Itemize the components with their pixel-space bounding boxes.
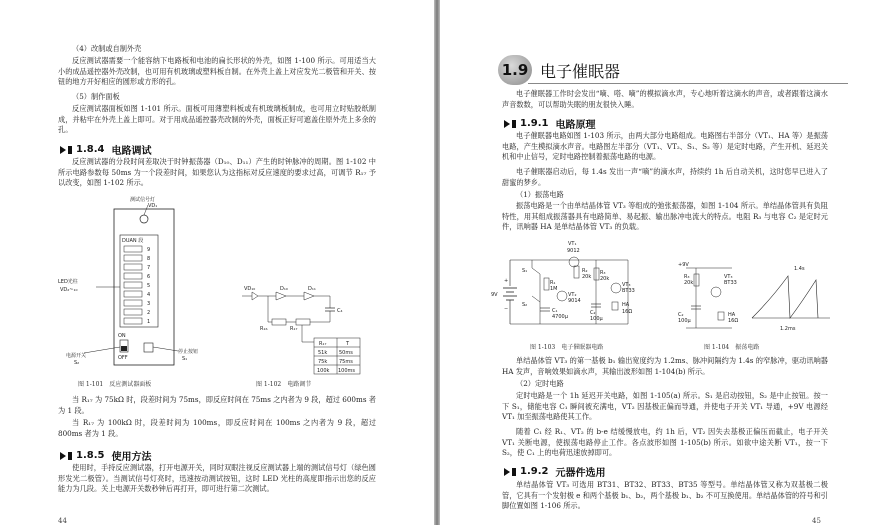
vt2-transistor-icon: [557, 291, 567, 301]
c2-value: 100μ: [590, 316, 603, 322]
r17-resistor: [296, 319, 310, 325]
paragraph-debug: 反应测试器的分段时间差取决于时钟振荡器（D₁₀、D₁₁）产生的时钟脉冲的周期。图 1-102 中所示电路参数每 50ms 为一个段差时间，如果您认为这指标对反应速度的要求过高，可调节 R₁₇ 予以改变，如图 1-102 所示。: [58, 157, 376, 188]
paragraph-panel: 反应测试器面板如图 1-101 所示。面板可用薄塑料板或有机玻璃板制成，也可用立时贴胶纸制成，并粘牢在外壳上盖上即可。对于用成品遥控器壳改制的外壳，面板正好可遮盖住原外壳上多余的孔。: [58, 104, 376, 135]
c2-label: C₂: [590, 310, 596, 316]
level-4: 4: [147, 292, 151, 298]
table-cell: 75ms: [339, 359, 353, 365]
chapter-badge: 1.9: [498, 55, 532, 85]
stop-button-label: 停止按钮: [178, 349, 199, 355]
table-cell: 51k: [318, 350, 328, 356]
level-3: 3: [147, 301, 151, 307]
vd10-label: VD₁₀: [244, 286, 256, 292]
r1-resistor: [544, 278, 549, 290]
r16-label: R₁₆: [260, 326, 268, 332]
vt3-part: BT33: [622, 288, 635, 294]
r1-value: 1M: [550, 286, 558, 292]
vt3-label: VT₃: [724, 274, 733, 280]
chapter-header: [498, 55, 848, 85]
minus-label: −: [504, 306, 509, 312]
ha-value: 16Ω: [622, 309, 633, 315]
vt1-transistor-icon: [569, 257, 579, 267]
figure-1-103-caption: 图 1-103 电子催眠器电路: [530, 344, 604, 351]
r3-resistor: [594, 268, 599, 280]
vt3-label: VT₃: [622, 282, 631, 288]
led-ref: VD₂~₁₀: [60, 287, 78, 293]
r3-label: R₃: [600, 270, 606, 276]
r3-label: R₃: [684, 274, 690, 280]
on-label: ON: [118, 333, 126, 339]
section-number: 1.9.2: [520, 466, 549, 477]
r1-label: R₁: [550, 280, 556, 286]
bar-icon: [512, 468, 516, 476]
level-9: 9: [147, 247, 151, 253]
bar-icon: [68, 146, 72, 154]
r2-label: R₂: [582, 268, 588, 274]
s1-switch-icon: [532, 268, 540, 274]
speaker-icon: [612, 302, 618, 310]
section-1-9-2-heading: [504, 464, 605, 479]
subsection-timer: （2）定时电路: [516, 379, 564, 388]
section-number: 1.8.4: [76, 144, 105, 155]
vt1-label: VT₁: [568, 241, 577, 247]
subsection-5-heading: （5）制作面板: [72, 92, 120, 101]
vt3-transistor-icon: [611, 283, 621, 293]
section-number: 1.9.1: [520, 118, 549, 129]
d10-label: D₁₀: [280, 286, 288, 292]
level-7: 7: [147, 265, 151, 271]
arrow-icon: [60, 146, 66, 154]
s2-label: S₂: [522, 302, 528, 308]
level-5: 5: [147, 283, 151, 289]
c4-label: C₄: [337, 308, 343, 314]
period-1-4s-label: 1.4s: [794, 266, 805, 272]
power-switch-label: 电源开关: [66, 353, 87, 359]
c2-value: 100μ: [678, 318, 691, 324]
paragraph-intro: 电子催眠器工作时会发出“嘀、嗒、嘀”的模拟滴水声，专心地听着这滴水的声音，或者跟着这滴水声音数数，可以帮助失眠的朋友很快入睡。: [502, 89, 828, 109]
paragraph-timer: 定时电路是一个 1h 延迟开关电路，如图 1-105(a) 所示。S₁ 是启动按钮，S₂ 是中止按钮。按一下 S₁，储能电容 C₁ 瞬间被充满电，VT₂ 因基极正偏而导通，并使电子开关 VT₁ 导通，+9V 电源经 VT₁ 加至振荡电路使其工作。: [502, 391, 828, 422]
led-bar-box: [120, 235, 158, 327]
vt2-part: 9014: [568, 298, 581, 304]
ha-label: HA: [622, 302, 630, 308]
plus-9v-label: +9V: [678, 262, 689, 268]
pulse-1-2ms-label: 1.2ms: [780, 326, 796, 332]
r3-value: 20k: [684, 280, 694, 286]
left-page: [0, 0, 434, 525]
led-label: LED光柱: [58, 279, 78, 285]
figure-1-102-caption: 图 1-102 电路调节: [256, 381, 312, 388]
r17-label: R₁₇: [290, 326, 298, 332]
figure-tester-panel: [58, 195, 218, 375]
plus-label: +: [504, 278, 509, 284]
section-title: 电路调试: [111, 146, 152, 157]
table-header-r: R₁₇: [319, 341, 327, 347]
paragraph-100k: 当 R₁₇ 为 100kΩ 时，段差时间为 100ms，即反应时间在 100ms 之内者为 9 段，超过 800ms 者为 1 段。: [58, 418, 376, 438]
section-number: 1.8.5: [76, 450, 105, 461]
level-6: 6: [147, 274, 151, 280]
lamp-ref: VD₁: [148, 203, 158, 209]
r3-resistor: [694, 274, 699, 286]
section-1-8-4-heading: [60, 142, 151, 157]
page-number: 44: [58, 517, 67, 525]
vt3-part: BT33: [724, 280, 737, 286]
figure-circuit-adjust: [238, 282, 368, 382]
paragraph-start: 电子催眠器启动后，每 1.4s 发出一声“嘀”的滴水声，持续约 1h 后自动关机，这时您早已进入了甜蜜的梦乡。: [502, 167, 828, 187]
subsection-oscillator: （1）振荡电路: [516, 190, 564, 199]
table-cell: 50ms: [339, 350, 353, 356]
paragraph-oscillator: 振荡电路是一个由单结晶体管 VT₃ 等组成的弛张振荡器，如图 1-104 所示。单结晶体管具有负阻特性，用其组成振荡器具有电路简单、易起振、输出脉冲电流大的特点。电阻 R₃ 与电容 C₂ 是定时元件，讯响器 HA 是单结晶体管 VT₃ 的负载。: [502, 201, 828, 232]
subsection-4-heading: （4）改制或自制外壳: [72, 44, 142, 53]
table-header-t: T: [346, 341, 350, 347]
section-1-8-5-heading: [60, 448, 151, 463]
d11-label: D₁₁: [308, 286, 316, 292]
figure-1-104-caption: 图 1-104 振荡电路: [704, 344, 760, 351]
paragraph-pulse: 单结晶体管 VT₃ 的第一基极 b₁ 输出宽度约为 1.2ms、脉冲间隔约为 1.4s 的窄脉冲，驱动讯响器 HA 发声，音响效果如滴水声，其输出波形如图 1-104(b) 所示。: [502, 356, 828, 376]
section-title: 电路原理: [555, 120, 596, 131]
level-8: 8: [147, 256, 151, 262]
level-2: 2: [147, 310, 151, 316]
bar-icon: [68, 452, 72, 460]
figure-1-101-caption: 图 1-101 反应测试器面板: [78, 381, 152, 388]
speaker-icon: [718, 312, 724, 320]
off-label: OFF: [118, 355, 128, 361]
figure-hypnotizer-circuit: [488, 238, 658, 338]
vt3-transistor-icon: [711, 287, 721, 297]
page-number: 45: [812, 517, 821, 525]
s2-switch-icon: [532, 296, 540, 302]
battery-9v-label: 9V: [491, 292, 498, 298]
lamp-label: 测试信号灯: [130, 197, 156, 203]
duan-label: DUAN 段: [122, 238, 144, 244]
table-cell: 100ms: [338, 368, 356, 374]
test-lamp-icon: [140, 215, 148, 223]
waveform-trace: [752, 276, 818, 318]
table-cell: 100k: [317, 368, 330, 374]
section-title: 元器件选用: [555, 468, 606, 479]
chapter-title: 电子催眠器: [540, 62, 621, 81]
arrow-icon: [504, 468, 510, 476]
power-switch-ref: S₂: [74, 360, 80, 366]
table-cell: 75k: [318, 359, 328, 365]
r3-value: 20k: [600, 276, 610, 282]
ha-value: 16Ω: [728, 318, 739, 324]
c2-label: C₂: [678, 312, 684, 318]
chapter-rule: [528, 83, 848, 84]
bar-icon: [512, 120, 516, 128]
arrow-icon: [60, 452, 66, 460]
vt2-label: VT₂: [568, 292, 577, 298]
c1-value: 4700μ: [552, 314, 568, 320]
vt1-part: 9012: [567, 248, 580, 254]
r16-resistor: [272, 319, 286, 325]
stop-button-icon: [144, 343, 153, 352]
section-1-9-1-heading: [504, 116, 595, 131]
section-title: 使用方法: [111, 452, 152, 463]
ha-label: HA: [728, 312, 736, 318]
paragraph-discharge: 随着 C₁ 经 R₁、VT₂ 的 b-e 结缓慢放电，约 1h 后，VT₂ 因失去基极正偏压而截止，电子开关 VT₁ 关断电源，使振荡电路停止工作。各点波形如图 1-105(b) 所示。如欲中途关断 VT₁，按一下 S₂，使 C₁ 上的电荷迅速放掉即可。: [502, 427, 828, 458]
stop-button-ref: S₁: [182, 356, 188, 362]
led-level-labels: [147, 247, 150, 325]
paragraph-case: 反应测试器需要一个能容纳下电路板和电池的扁长形状的外壳，如图 1-100 所示。可用适当大小的成品遥控器外壳改制，也可用有机玻璃或塑料板自制。在外壳上盖上对应发光二极管和开关、按钮的地方开好相应的圆形或方形的孔。: [58, 56, 376, 87]
c1-label: C₁: [552, 308, 558, 314]
paragraph-usage: 使用时，手持反应测试器，打开电源开关，同时双眼注视反应测试器上端的测试信号灯（绿色圆形发光二极管）。当测试信号灯亮时，迅速按动测试按钮，这时 LED 光柱的高度即指示出您的反应能力为几段。关上电源开关数秒钟后再打开，即可进行第二次测试。: [58, 463, 376, 494]
battery-icon: [503, 288, 517, 300]
r17-timing-table: [314, 338, 360, 374]
r2-value: 20k: [582, 274, 592, 280]
paragraph-components: 单结晶体管 VT₃ 可选用 BT31、BT32、BT33、BT35 等型号。单结晶体管又称为双基极二极管，它具有一个发射极 e 和两个基极 b₁、b₂，两个基极 b₁、b₂ 不可互换使用。单结晶体管的符号和引脚位置如图 1-106 所示。: [502, 480, 828, 511]
r2-resistor: [574, 266, 579, 278]
paragraph-principle: 电子催眠器电路如图 1-103 所示，由两大部分电路组成。电路图右半部分（VT₁、HA 等）是振荡电路，产生模拟滴水声音。电路图左半部分（VT₁、VT₂、S₁、S₂ 等）是定时电路，产生开机、延迟关机和中止信号，定时电路控制着振荡电路的电源。: [502, 131, 828, 162]
figure-oscillator-circuit: [672, 258, 834, 338]
arrow-icon: [504, 120, 510, 128]
paragraph-75k: 当 R₁₇ 为 75kΩ 时，段差时间为 75ms，即反应时间在 75ms 之内者为 9 段，超过 600ms 者为 1 段。: [58, 395, 376, 415]
s1-label: S₁: [522, 268, 528, 274]
level-1: 1: [147, 319, 151, 325]
